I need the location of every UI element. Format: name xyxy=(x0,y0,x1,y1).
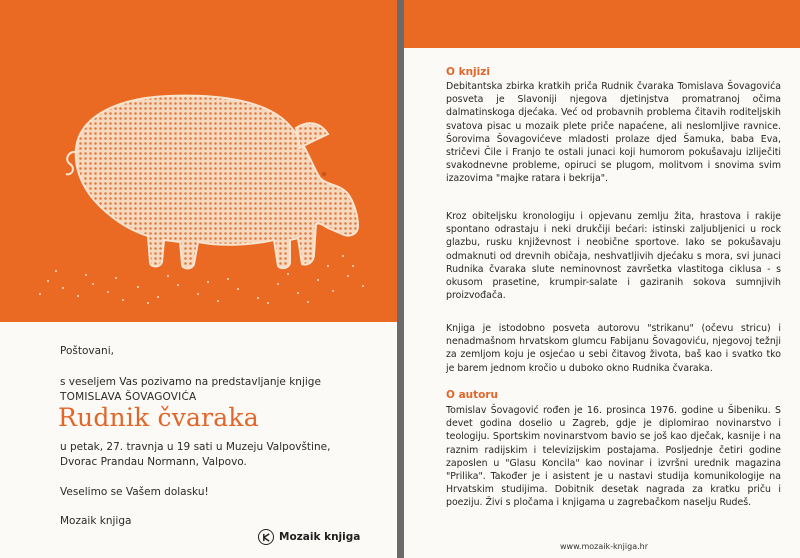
signature-text: Mozaik knjiga xyxy=(60,515,132,527)
about-book-paragraph-1: Debitantska zbirka kratkih priča Rudnik čvaraka Tomislava Šovagovića posveta je Slavoniji njegova djetinjstva promatranoj očima dalmatinskoga djećaka. Već od probavnih problema čitavih roditeljskih svatova pisac u mozaik plete priče napaćene, ali neslomljive ravnice. Šorovima Šovagovićeve mladosti prolaze djed Šamuka, baba Eva, stričevi Čile i Franjo te ostali junaci koji humorom pokušavaju izliječiti svakodnevne probleme, opiruci se plugom, molitvom i snovima svim izazovima "majke ratara i bekrija". xyxy=(446,81,781,185)
about-author-paragraph: Tomislav Šovagović rođen je 16. prosinca 1976. godine u Šibeniku. S devet godina doselio u Zagreb, gdje je diplomirao novinarstvo i teologiju. Sportskim novinarstvom bavio se još kao dječak, kasnije i na raznim radijskim i televizijskim postajama. Posljednje četiri godine zaposlen u "Glasu Koncila" kao novinar i izvršni urednik magazina "Prilika". Također je i asistent je u nastavi studija komunikologije na Hrvatskim studijima. Dobitnik desetak nagrada za kratku priču i poeziju. Živi s pločama i knjigama u zagrebačkom naselju Rudeš. xyxy=(446,405,781,509)
mozaik-logo-icon xyxy=(258,529,274,545)
pig-illustration-icon xyxy=(28,56,373,306)
orange-top-band xyxy=(404,0,800,48)
event-details-line2: Dvorac Prandau Normann, Valpovo. xyxy=(60,456,247,468)
about-author-heading: O autoru xyxy=(446,389,499,401)
closing-text: Veselimo se Vašem dolasku! xyxy=(60,486,209,498)
author-name: TOMISLAVA ŠOVAGOVIĆA xyxy=(60,391,197,403)
publisher-url[interactable]: www.mozaik-knjiga.hr xyxy=(560,542,648,551)
about-book-paragraph-3: Knjiga je istodobno posveta autorovu "strikanu" (očevu stricu) i nenadmašnom hrvatskom glumcu Fabijanu Šovagoviću, njegovoj težnji za zemljom koju je osjećao u sebi čitavog života, baš kao i svatko tko je barem jednom kročio u duboko okno Rudnika čvaraka. xyxy=(446,323,781,374)
orange-illustration-panel xyxy=(0,0,397,322)
about-book-paragraph-2: Kroz obiteljsku kronologiju i opjevanu zemlju žita, hrastova i rakije spontano odrastaju i neki drukčiji bećari: istinski zaljubljenici u rock glazbu, rusku književnost i neobične sportove. Iako se pokušavaju odmaknuti od drevnih običaja, neshvatljivih djećaku s mora, svi junaci Rudnika čvaraka slute neminovnost završetka vlastitoga ciklusa - s okusom prasetine, krumpir-salate i gaziranih sokova sumnjivih proizvođača. xyxy=(446,211,781,302)
book-title: Rudnik čvaraka xyxy=(58,403,259,432)
invitation-back-card xyxy=(404,0,800,558)
invitation-line: s veseljem Vas pozivamo na predstavljanje knjige xyxy=(60,376,321,388)
about-book-heading: O knjizi xyxy=(446,66,490,78)
invitation-front-card xyxy=(0,0,397,558)
publisher-logo xyxy=(258,528,360,546)
logo-text: Mozaik knjiga xyxy=(279,531,361,543)
greeting-text: Poštovani, xyxy=(60,345,114,357)
event-details-line1: u petak, 27. travnja u 19 sati u Muzeju Valpovštine, xyxy=(60,441,331,453)
